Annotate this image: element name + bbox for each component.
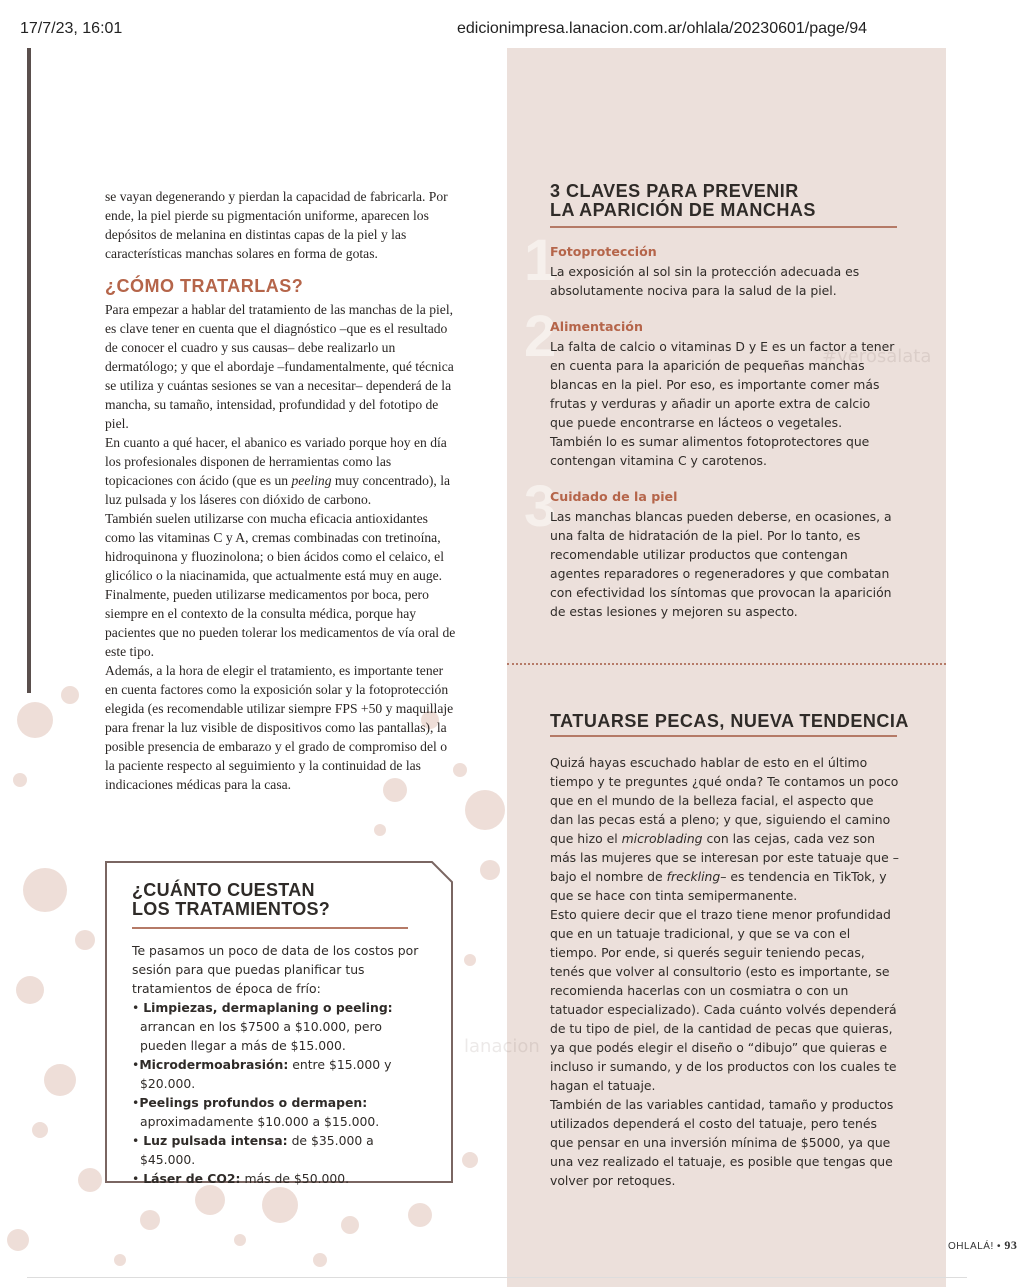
treatment-article (105, 300, 457, 794)
tip-text: La falta de calcio o vitaminas D y E es un factor a tener en cuenta para la aparición de pequeñas manchas blancas en la piel. Por eso, es importante comer más frutas y verduras y añadir un aporte extra de calcio que puede encontrarse en lácteos o vegetales. También lo es sumar alimentos fotoprotectores que contengan vitamina C y carotenos. (550, 339, 895, 468)
paragraph (105, 433, 457, 509)
text-run: con las cejas, cada vez son más las mujeres que se interesan por este tatuaje que –bajo el nombre de (550, 831, 899, 884)
cost-item (132, 1131, 432, 1169)
cost-text: entre $15.000 y $20.000. (140, 1057, 392, 1091)
paragraph: Esto quiere decir que el trazo tiene menor profundidad que en un tatuaje tradicional, y que se va con el tiempo. Por ende, si querés seguir teniendo pecas, tenés que volver al consultorio (esto es importante, se recomienda hacerlas con un cosmiatra o con un tatuador especializado). Cada cuánto volvés dependerá de tu tipo de piel, de la cantidad de pecas que quieras, ya que podés elegir el diseño o “dibujo” que quieras e incluso ir sumando, y de los productos con los cuales te hagan el tatuaje. (550, 907, 897, 1093)
page-folio (948, 1238, 1017, 1253)
cost-label: Limpiezas, dermaplaning o peeling: (143, 1000, 393, 1015)
tip-title: Fotoprotección (550, 244, 657, 259)
bullet: • (132, 1057, 140, 1072)
cost-label: Microdermoabrasión: (139, 1057, 289, 1072)
costs-title-underline (132, 927, 408, 929)
paragraph (550, 753, 900, 905)
costs-box (105, 861, 452, 1186)
cost-text: arrancan en los $7500 a $10.000, pero pueden llegar a más de $15.000. (140, 1019, 382, 1053)
cost-label: Láser de CO2: (143, 1171, 241, 1186)
page-header-url[interactable]: edicionimpresa.lanacion.com.ar/ohlala/20230601/page/94 (457, 20, 868, 37)
intro-paragraph (105, 187, 457, 263)
cost-item (132, 998, 432, 1055)
paragraph: Además, a la hora de elegir el tratamiento, es importante tener en cuenta factores como la exposición solar y la fotoprotección elegida (es recomendable utilizar siempre FPS +50 y maquillaje para frenar la luz visible de dispositivos como las pantallas), la posible presencia de embarazo y el grado de compromiso del o la paciente respecto al seguimiento y la continuidad de las indicaciones médicas para la casa. (105, 663, 454, 792)
cost-text: de $35.000 a $45.000. (140, 1133, 374, 1167)
emphasis: freckling (666, 869, 721, 884)
costs-intro: Te pasamos un poco de data de los costos por sesión para que puedas planificar tus tratamientos de época de frío: (132, 943, 419, 996)
bullet: • (132, 1133, 144, 1148)
claves-title-line: 3 CLAVES PARA PREVENIR (550, 181, 799, 201)
costs-list (132, 998, 432, 1188)
section-title-tratamiento: ¿CÓMO TRATARLAS? (105, 276, 304, 296)
paragraph: Para empezar a hablar del tratamiento de las manchas de la piel, es clave tener en cuenta que el diagnóstico –que es el resultado de conocer el cuadro y sus causas– debe realizarlo un dermatólogo; y que el abordaje –fundamentalmente, qué técnica se utiliza y cuántas sesiones se van a necesitar– dependerá de la mancha, su tamaño, intensidad, profundidad y del fototipo de piel. (105, 302, 454, 431)
bullet: • (132, 1095, 140, 1110)
cost-label: Luz pulsada intensa: (143, 1133, 288, 1148)
cost-label: Peelings profundos o dermapen: (139, 1095, 368, 1110)
claves-title (550, 182, 816, 220)
tip-number: 1 (524, 228, 557, 293)
bullet: • (132, 1000, 144, 1015)
tip-title: Alimentación (550, 319, 643, 334)
cost-item (132, 1055, 432, 1093)
tip-title: Cuidado de la piel (550, 489, 678, 504)
tatuarse-title: TATUARSE PECAS, NUEVA TENDENCIA (550, 711, 909, 731)
page-bottom-rule (27, 1277, 967, 1278)
photo-edge (27, 48, 31, 693)
tip-item (550, 488, 895, 621)
tip-item (550, 318, 895, 470)
bullet: • (132, 1171, 144, 1186)
cost-item (132, 1093, 432, 1131)
cost-text: aproximadamente $10.000 a $15.000. (140, 1114, 380, 1129)
tip-text: Las manchas blancas pueden deberse, en ocasiones, a una falta de hidratación de la piel. Por lo tanto, es recomendable utilizar productos que contengan agentes reparadores o regeneradores y que combatan con efectividad los síntomas que provocan la aparición de estas lesiones y mejoren su aspecto. (550, 509, 892, 619)
paragraph: Finalmente, pueden utilizarse medicamentos por boca, pero siempre en el contexto de la consulta médica, porque hay pacientes que no pueden tolerar los medicamentos de vía oral de este tipo. (105, 587, 456, 659)
cost-item (132, 1169, 432, 1188)
intro-text: se vayan degenerando y pierdan la capacidad de fabricarla. Por ende, la piel pierde su pigmentación uniforme, aparecen los depósitos de melanina en distintas capas de la piel y las características manchas solares en forma de gotas. (105, 189, 448, 261)
tatuarse-title-underline (550, 735, 897, 737)
text-run: Quizá hayas escuchado hablar de esto en el último tiempo y te preguntes ¿qué onda? Te contamos un poco que en el mundo de la belleza facial, el aspecto que dan las pecas está a pleno; y que, siguiendo el camino que hizo el (550, 755, 899, 846)
page-number: 93 (1004, 1238, 1018, 1252)
tatuarse-article (550, 753, 900, 1190)
paragraph: También de las variables cantidad, tamaño y productos utilizados dependerá el costo del tatuaje, pero tenés que pensar en una inversión mínima de $5000, ya que una vez realizado el tatuaje, es posible que tengas que volver por retoques. (550, 1097, 894, 1188)
costs-title-line: LOS TRATAMIENTOS? (132, 899, 331, 919)
claves-title-underline (550, 226, 897, 228)
emphasis: peeling (291, 473, 332, 488)
costs-title-line: ¿CUÁNTO CUESTAN (132, 880, 315, 900)
folio-separator: • (997, 1241, 1002, 1252)
tip-number: 2 (524, 304, 557, 369)
text-run: – es tendencia en TikTok, y que se hace con tinta semipermanente. (550, 869, 887, 903)
section-divider (507, 663, 946, 665)
tip-item (550, 243, 895, 300)
text-run: En cuanto a qué hacer, el abanico es variado porque hoy en día los profesionales disponen de herramientas como las topicaciones con ácido (que es un (105, 435, 447, 488)
tip-number: 3 (524, 474, 557, 539)
costs-title (132, 881, 330, 919)
emphasis: microblading (621, 831, 703, 846)
page-header-datetime: 17/7/23, 16:01 (20, 20, 123, 37)
claves-title-line: LA APARICIÓN DE MANCHAS (550, 200, 816, 220)
cost-text: más de $50.000. (240, 1171, 350, 1186)
text-run: muy concentrado), la luz pulsada y los láseres con dióxido de carbono. (105, 473, 451, 507)
paragraph: También suelen utilizarse con mucha eficacia antioxidantes como las vitaminas C y A, cremas combinadas con tretinoína, hidroquinona y fluozinolona; o bien ácidos como el celaico, el glicólico o la niacinamida, que actualmente está muy en auge. (105, 511, 444, 583)
folio-brand: OHLALÁ! (948, 1241, 994, 1252)
tip-text: La exposición al sol sin la protección adecuada es absolutamente nociva para la salud de la piel. (550, 264, 860, 298)
watermark: lanacion (464, 1036, 540, 1057)
watermark: #verosalata (822, 346, 932, 367)
